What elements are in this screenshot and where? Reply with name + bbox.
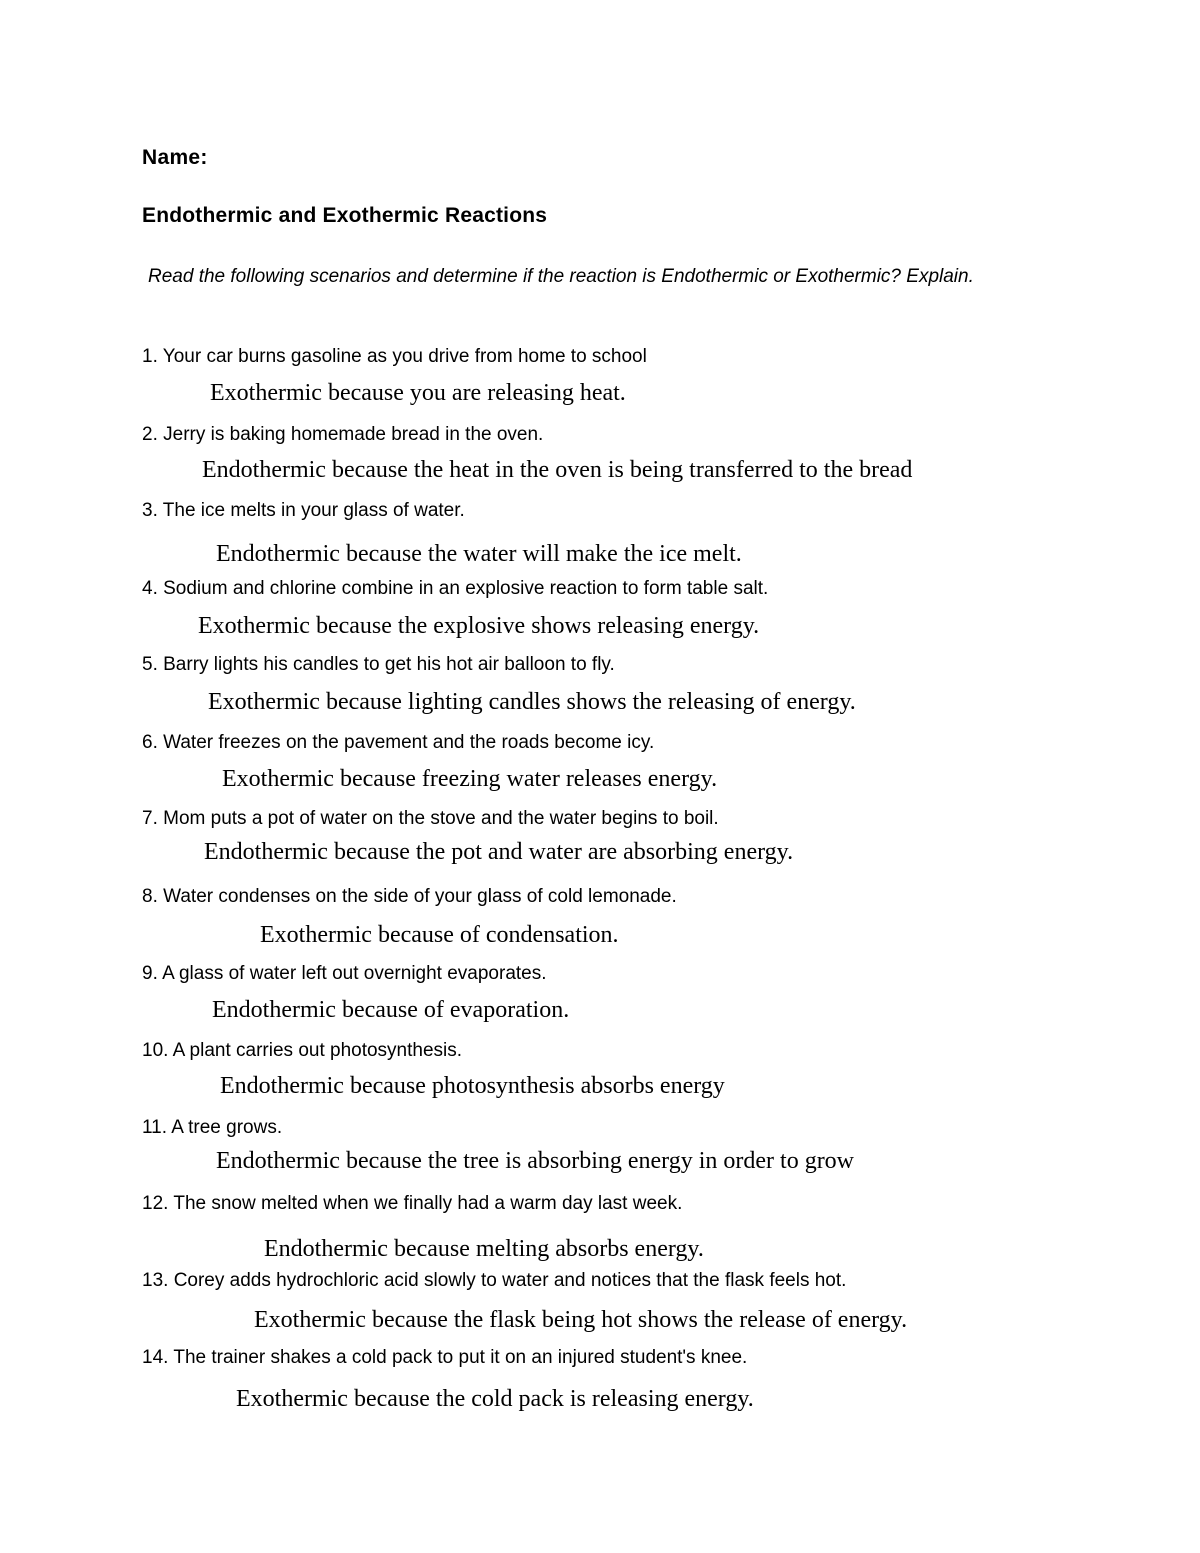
question-answer: Exothermic because the explosive shows releasing energy. bbox=[198, 613, 760, 639]
question-prompt: 6. Water freezes on the pavement and the roads become icy. bbox=[142, 732, 655, 753]
question-answer: Endothermic because the pot and water are absorbing energy. bbox=[204, 839, 794, 865]
question-answer: Endothermic because melting absorbs energy. bbox=[264, 1236, 704, 1262]
question-prompt: 4. Sodium and chlorine combine in an explosive reaction to form table salt. bbox=[142, 578, 769, 599]
question-prompt: 2. Jerry is baking homemade bread in the oven. bbox=[142, 424, 544, 445]
question-prompt: 8. Water condenses on the side of your glass of cold lemonade. bbox=[142, 886, 677, 907]
question-prompt: 11. A tree grows. bbox=[142, 1117, 283, 1138]
question-answer: Exothermic because freezing water releases energy. bbox=[222, 766, 718, 792]
question-prompt: 12. The snow melted when we finally had a warm day last week. bbox=[142, 1193, 683, 1214]
question-prompt: 13. Corey adds hydrochloric acid slowly to water and notices that the flask feels hot. bbox=[142, 1270, 847, 1291]
instructions: Read the following scenarios and determine if the reaction is Endothermic or Exothermic? Explain. bbox=[148, 266, 974, 287]
question-answer: Endothermic because the heat in the oven is being transferred to the bread bbox=[202, 457, 913, 483]
question-prompt: 14. The trainer shakes a cold pack to put it on an injured student's knee. bbox=[142, 1347, 748, 1368]
question-prompt: 3. The ice melts in your glass of water. bbox=[142, 500, 465, 521]
question-prompt: 10. A plant carries out photosynthesis. bbox=[142, 1040, 463, 1061]
question-prompt: 9. A glass of water left out overnight evaporates. bbox=[142, 963, 547, 984]
question-answer: Exothermic because the flask being hot shows the release of energy. bbox=[254, 1307, 908, 1333]
question-answer: Exothermic because lighting candles shows the releasing of energy. bbox=[208, 689, 856, 715]
question-answer: Endothermic because the tree is absorbing energy in order to grow bbox=[216, 1148, 855, 1174]
question-prompt: 5. Barry lights his candles to get his hot air balloon to fly. bbox=[142, 654, 615, 675]
question-answer: Endothermic because of evaporation. bbox=[212, 997, 570, 1023]
name-label: Name: bbox=[142, 146, 208, 169]
question-answer: Exothermic because of condensation. bbox=[260, 922, 619, 948]
question-answer: Exothermic because you are releasing heat. bbox=[210, 380, 626, 406]
question-answer: Endothermic because photosynthesis absorbs energy bbox=[220, 1073, 725, 1099]
question-answer: Endothermic because the water will make the ice melt. bbox=[216, 541, 742, 567]
worksheet-title: Endothermic and Exothermic Reactions bbox=[142, 204, 548, 227]
question-answer: Exothermic because the cold pack is releasing energy. bbox=[236, 1386, 754, 1412]
question-prompt: 7. Mom puts a pot of water on the stove and the water begins to boil. bbox=[142, 808, 719, 829]
question-prompt: 1. Your car burns gasoline as you drive from home to school bbox=[142, 346, 647, 367]
